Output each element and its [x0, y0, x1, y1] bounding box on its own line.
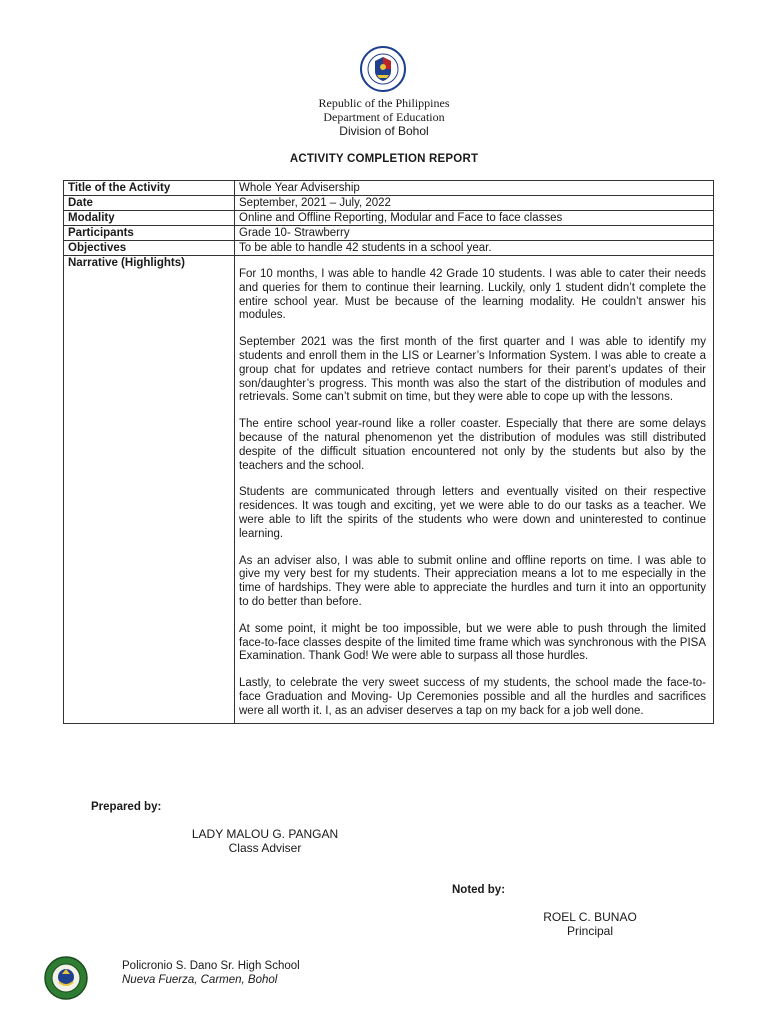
- narrative-paragraph: At some point, it might be too impossible, but we were able to push through the limited face-to-face classes despite of the limited time frame which was synchronous with the PISA Examination. Thank God! We were able to surpass all those hurdles.: [239, 622, 706, 663]
- narrative-paragraph: Lastly, to celebrate the very sweet success of my students, the school made the face-to-face Graduation and Moving- Up Ceremonies possible and all the hurdles and sacrifices were all worth it. I, as an adviser deserves a tap on my back for a job well done.: [239, 677, 706, 717]
- narrative-paragraph: September 2021 was the first month of the first quarter and I was able to identify my students and enroll them in the LIS or Learner’s Information System. I was able to create a group chat for updates and retrieve contact numbers for their parent’s updates of their son/daughter’s progress. This month was also the start of the distribution of modules and retrievals. Some can’t submit on time, but they were able to cope up with the lessons.: [239, 336, 706, 404]
- prepared-by-label: Prepared by:: [91, 801, 162, 813]
- narrative-label: Narrative (Highlights): [64, 256, 235, 724]
- table-row: [64, 211, 714, 226]
- report-title: ACTIVITY COMPLETION REPORT: [289, 153, 479, 165]
- narrative-row: [64, 256, 714, 724]
- narrative-paragraph: As an adviser also, I was able to submit online and offline reports on time. I was able to give my very best for my students. Their appreciation means a lot to me especially in the time of hardships. They were able to appreciate the hurdles and turn it into an opportunity to do better than before.: [239, 554, 706, 608]
- header-department: Department of Education: [323, 110, 445, 124]
- prepared-by-title: Class Adviser: [228, 841, 302, 855]
- header-republic: Republic of the Philippines: [318, 96, 450, 110]
- row-label: Objectives: [64, 241, 235, 256]
- header-division: Division of Bohol: [339, 124, 429, 138]
- school-seal-logo: [40, 955, 92, 1001]
- narrative-paragraph: For 10 months, I was able to handle 42 Grade 10 students. I was able to cater their needs and queries for them to continue their learning. Luckily, only 1 student didn’t complete the entire school year. Must be because of the learning modality. He couldn’t answer his modules.: [239, 268, 706, 322]
- row-label: Modality: [64, 211, 235, 226]
- table-row: [64, 181, 714, 196]
- noted-by-title: Principal: [566, 924, 614, 938]
- prepared-by-name: LADY MALOU G. PANGAN: [191, 827, 339, 841]
- row-value: September, 2021 – July, 2022: [235, 196, 714, 211]
- row-value: Online and Offline Reporting, Modular and Face to face classes: [235, 211, 714, 226]
- row-label: Participants: [64, 226, 235, 241]
- noted-by-label: Noted by:: [452, 884, 506, 896]
- footer: [122, 959, 300, 987]
- table-row: [64, 241, 714, 256]
- narrative-body: [235, 256, 714, 724]
- report-table: [63, 180, 714, 724]
- row-label: Title of the Activity: [64, 181, 235, 196]
- table-row: [64, 196, 714, 211]
- row-label: Date: [64, 196, 235, 211]
- table-row: [64, 226, 714, 241]
- footer-address: Nueva Fuerza, Carmen, Bohol: [122, 974, 278, 986]
- row-value: To be able to handle 42 students in a school year.: [235, 241, 714, 256]
- narrative-paragraph: Students are communicated through letters and eventually visited on their respective residences. It was tough and exciting, yet we were able to do our tasks as a teacher. We were able to lift the spirits of the students who were down and uninterested to continue learning.: [239, 486, 706, 540]
- row-value: Whole Year Advisership: [235, 181, 714, 196]
- narrative-paragraph: The entire school year-round like a roller coaster. Especially that there are some delays because of the natural phenomenon yet the distribution of modules was still distributed despite of the difficult situation encountered not only by the students but also by the teachers and the school.: [239, 418, 706, 472]
- deped-seal-logo: [352, 45, 414, 93]
- row-value: Grade 10- Strawberry: [235, 226, 714, 241]
- noted-by-name: ROEL C. BUNAO: [543, 910, 637, 924]
- footer-school-name: Policronio S. Dano Sr. High School: [122, 960, 300, 972]
